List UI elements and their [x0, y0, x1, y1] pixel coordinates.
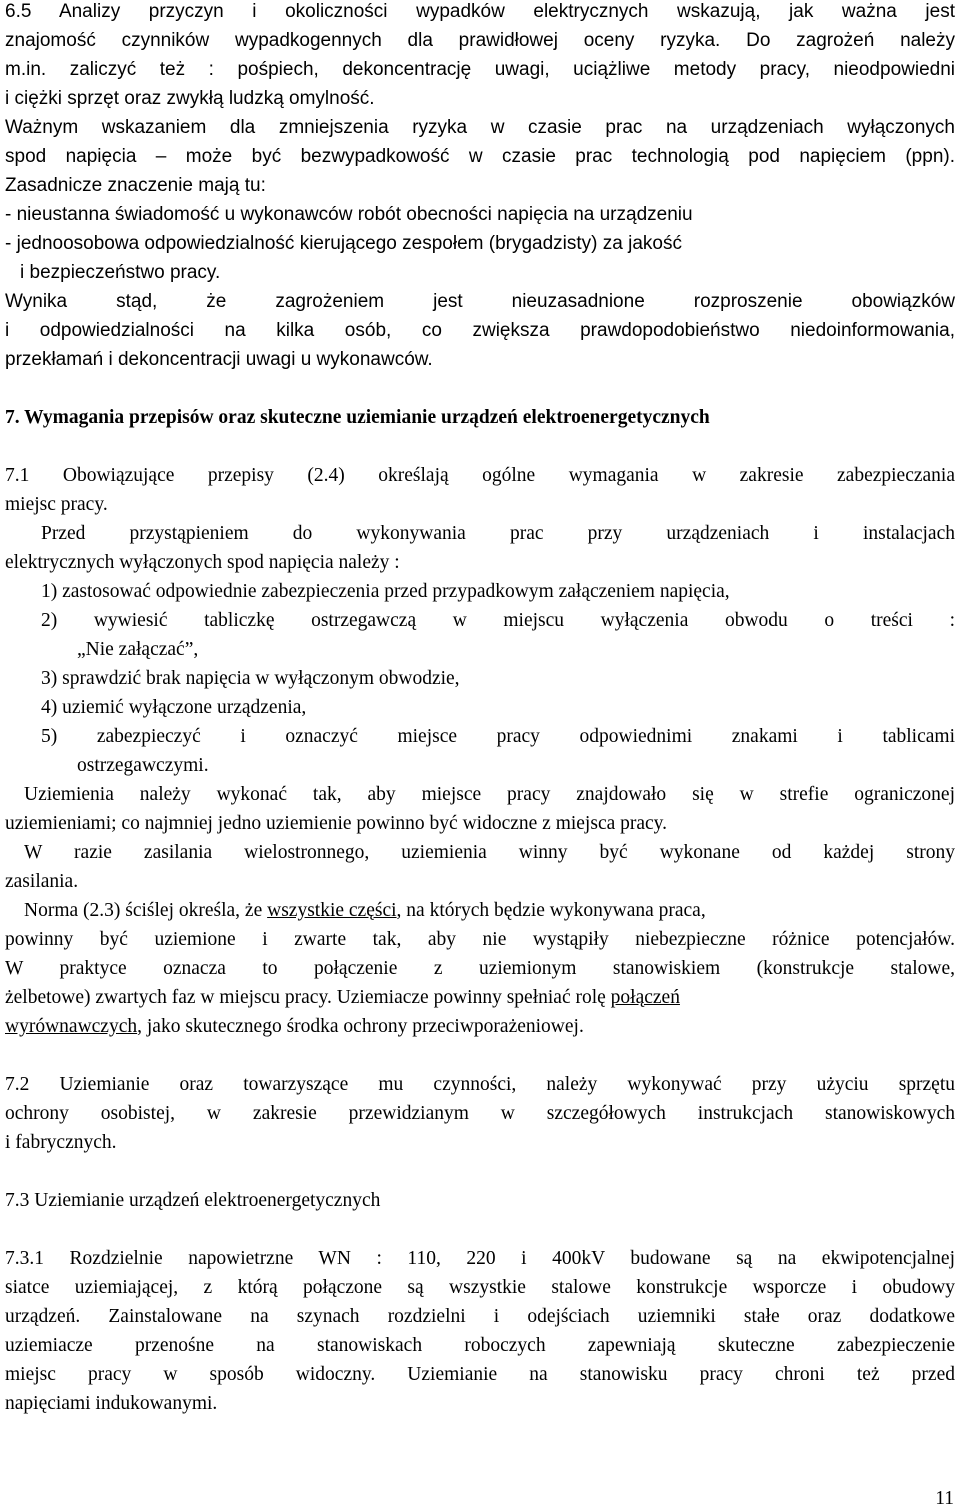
text-line: ochrony osobistej, w zakresie przewidzianym w szczegółowych instrukcjach stanowiskowych: [5, 1103, 955, 1124]
list-item: 3) sprawdzić brak napięcia w wyłączonym obwodzie,: [41, 668, 460, 689]
text-line: Przed przystąpieniem do wykonywania prac przy urządzeniach i instalacjach: [41, 523, 955, 544]
text-line: Uziemienia należy wykonać tak, aby miejsce pracy znajdowało się w strefie ograniczonej: [24, 784, 955, 805]
text-segment: Norma (2.3) ściślej określa, że: [24, 900, 268, 921]
text-line: i ciężki sprzęt oraz zwykłą ludzką omylność.: [5, 88, 375, 109]
list-item: - nieustanna świadomość u wykonawców robót obecności napięcia na urządzeniu: [5, 204, 693, 225]
text-line: [5, 986, 955, 1010]
text-line: W praktyce oznacza to połączenie z uziemionym stanowiskiem (konstrukcje stalowe,: [5, 958, 955, 979]
text-line: miejsc pracy.: [5, 494, 108, 515]
text-line: [5, 1015, 955, 1039]
text-line: napięciami indukowanymi.: [5, 1393, 218, 1414]
list-item-continuation: „Nie załączać”,: [77, 639, 199, 660]
list-item: 1) zastosować odpowiednie zabezpieczenia przed przypadkowym załączeniem napięcia,: [41, 581, 730, 602]
text-line: 7.1 Obowiązujące przepisy (2.4) określają ogólne wymagania w zakresie zabezpieczania: [5, 465, 955, 486]
subsection-heading: 7.3 Uziemianie urządzeń elektroenergetycznych: [5, 1190, 381, 1211]
text-line: siatce uziemiającej, z którą połączone są wszystkie stalowe konstrukcje wsporcze i obudowy: [5, 1277, 955, 1298]
text-line: Ważnym wskazaniem dla zmniejszenia ryzyka w czasie prac na urządzeniach wyłączonych: [5, 117, 955, 138]
text-line: urządzeń. Zainstalowane na szynach rozdzielni i odejściach uziemniki stałe oraz dodatkowe: [5, 1306, 955, 1327]
text-line: 6.5 Analizy przyczyn i okoliczności wypadków elektrycznych wskazują, jak ważna jest: [5, 1, 955, 22]
list-item: - jednoosobowa odpowiedzialność kierującego zespołem (brygadzisty) za jakość: [5, 233, 682, 254]
text-line: i odpowiedzialności na kilka osób, co zwiększa prawdopodobieństwo niedoinformowania,: [5, 320, 955, 341]
text-line: uziemiacze przenośne na stanowiskach roboczych zapewniają skuteczne zabezpieczenie: [5, 1335, 955, 1356]
list-item: 4) uziemić wyłączone urządzenia,: [41, 697, 307, 718]
page-number: 11: [935, 1488, 954, 1509]
section-heading: 7. Wymagania przepisów oraz skuteczne uziemianie urządzeń elektroenergetycznych: [5, 407, 710, 428]
text-line: przekłamań i dekoncentracji uwagi u wykonawców.: [5, 349, 433, 370]
text-line: W razie zasilania wielostronnego, uziemienia winny być wykonane od każdej strony: [24, 842, 955, 863]
text-segment: żelbetowe) zwartych faz w miejscu pracy. Uziemiacze powinny spełniać rolę: [5, 987, 611, 1008]
text-line: powinny być uziemione i zwarte tak, aby nie wystąpiły niebezpieczne różnice potencjałów.: [5, 929, 955, 950]
text-line: uziemieniami; co najmniej jedno uziemienie powinno być widoczne z miejsca pracy.: [5, 813, 668, 834]
text-segment: , na których będzie wykonywana praca,: [396, 900, 706, 921]
text-line: spod napięcia – może być bezwypadkowość w czasie prac technologią pod napięciem (ppn).: [5, 146, 955, 167]
text-line: 7.3.1 Rozdzielnie napowietrzne WN : 110, 220 i 400kV budowane są na ekwipotencjalnej: [5, 1248, 955, 1269]
text-segment: , jako skutecznego środka ochrony przeciwporażeniowej.: [137, 1016, 584, 1037]
text-line: zasilania.: [5, 871, 79, 892]
list-item-continuation: i bezpieczeństwo pracy.: [20, 262, 221, 283]
text-line: i fabrycznych.: [5, 1132, 117, 1153]
list-item: 5) zabezpieczyć i oznaczyć miejsce pracy odpowiednimi znakami i tablicami: [41, 726, 955, 747]
text-line: elektrycznych wyłączonych spod napięcia należy :: [5, 552, 400, 573]
text-line: miejsc pracy w sposób widoczny. Uziemianie na stanowisku pracy chroni też przed: [5, 1364, 955, 1385]
text-line: znajomość czynników wypadkogennych dla prawidłowej oceny ryzyka. Do zagrożeń należy: [5, 30, 955, 51]
underlined-phrase: wszystkie części: [267, 900, 397, 921]
underlined-phrase: połączeń: [610, 987, 680, 1008]
list-item-continuation: ostrzegawczymi.: [77, 755, 209, 776]
text-line: 7.2 Uziemianie oraz towarzyszące mu czynności, należy wykonywać przy użyciu sprzętu: [5, 1074, 955, 1095]
text-line: Zasadnicze znaczenie mają tu:: [5, 175, 266, 196]
text-line: m.in. zaliczyć też : pośpiech, dekoncentrację uwagi, uciążliwe metody pracy, nieodpowiedni: [5, 59, 955, 80]
underlined-phrase: wyrównawczych: [5, 1016, 138, 1037]
text-line: [24, 899, 955, 923]
list-item: 2) wywiesić tabliczkę ostrzegawczą w miejscu wyłączenia obwodu o treści :: [41, 610, 955, 631]
text-line: Wynika stąd, że zagrożeniem jest nieuzasadnione rozproszenie obowiązków: [5, 291, 955, 312]
